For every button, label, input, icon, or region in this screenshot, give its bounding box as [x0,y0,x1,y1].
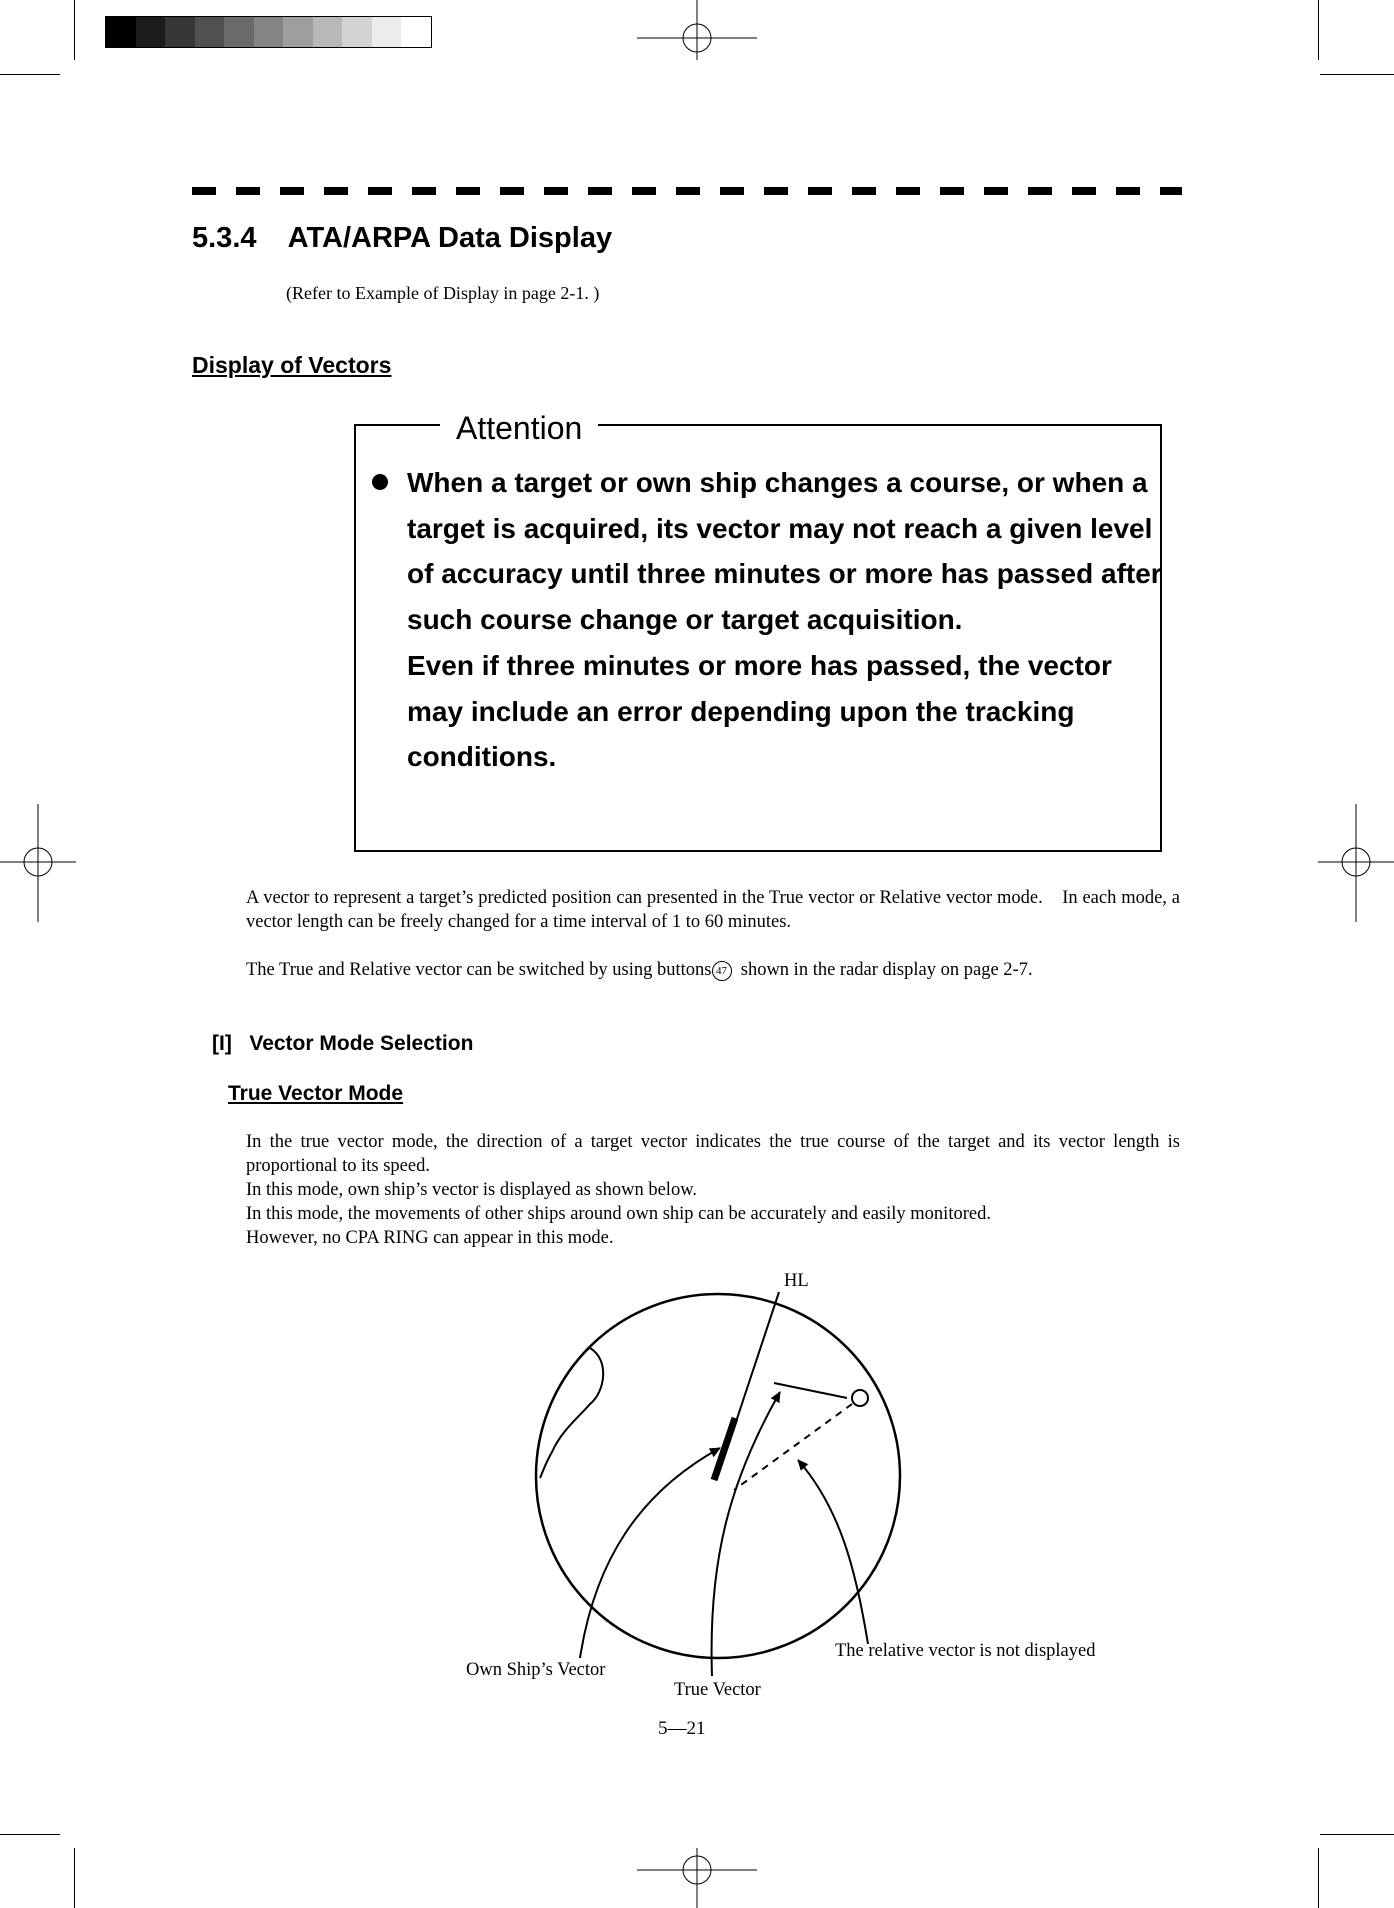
true-vector-arrow [712,1392,780,1676]
relative-vector-label: The relative vector is not displayed [835,1641,1096,1661]
true-vector-line-3: In this mode, the movements of other ships around own ship can be accurately and easily monitored. [246,1204,991,1224]
own-ship-vector-label: Own Ship’s Vector [466,1660,606,1680]
switch-text-start: The True and Relative vector can be switched by using buttons [246,960,712,980]
vector-mode-marker: [I] [212,1032,232,1055]
switch-text-end: shown in the radar display on page 2-7. [731,960,1033,980]
own-ship-vector-arrow [580,1448,720,1658]
true-vector-label: True Vector [674,1680,761,1700]
vector-mode-title: Vector Mode Selection [249,1032,474,1055]
refer-note: (Refer to Example of Display in page 2-1. ) [286,283,600,303]
section-title: ATA/ARPA Data Display [287,222,613,254]
true-vector-line-2: In this mode, own ship’s vector is displayed as shown below. [246,1180,697,1200]
vector-intro-paragraph: A vector to represent a target’s predicted position can presented in the True vector or Relative vector mode. In each mode, a vector length can be freely changed for a time interval of 1 to 60 minutes. [246,888,1185,932]
true-vector-mode-heading: True Vector Mode [228,1082,404,1105]
page-number: 5—21 [658,1718,706,1739]
button-number-badge: 47 [712,961,732,981]
true-vector-line-4: However, no CPA RING can appear in this mode. [246,1228,614,1248]
attention-title: Attention [440,410,598,447]
target-true-vector [774,1383,847,1398]
true-vector-line-1: In the true vector mode, the direction of a target vector indicates the true course of the target and its vector length is proportional to its speed. [246,1132,1180,1176]
section-number: 5.3.4 [192,222,257,254]
attention-paragraph-2: Even if three minutes or more has passed, the vector may include an error depending upon the tracking conditions. [407,649,1112,773]
display-of-vectors-heading: Display of Vectors [192,352,392,378]
attention-paragraph-1: When a target or own ship changes a course, or when a target is acquired, its vector may not reach a given level of accuracy until three minutes or more has passed after such course change or target acquisition. [407,467,1162,636]
hl-label: HL [784,1271,809,1291]
target-symbol [852,1390,868,1406]
